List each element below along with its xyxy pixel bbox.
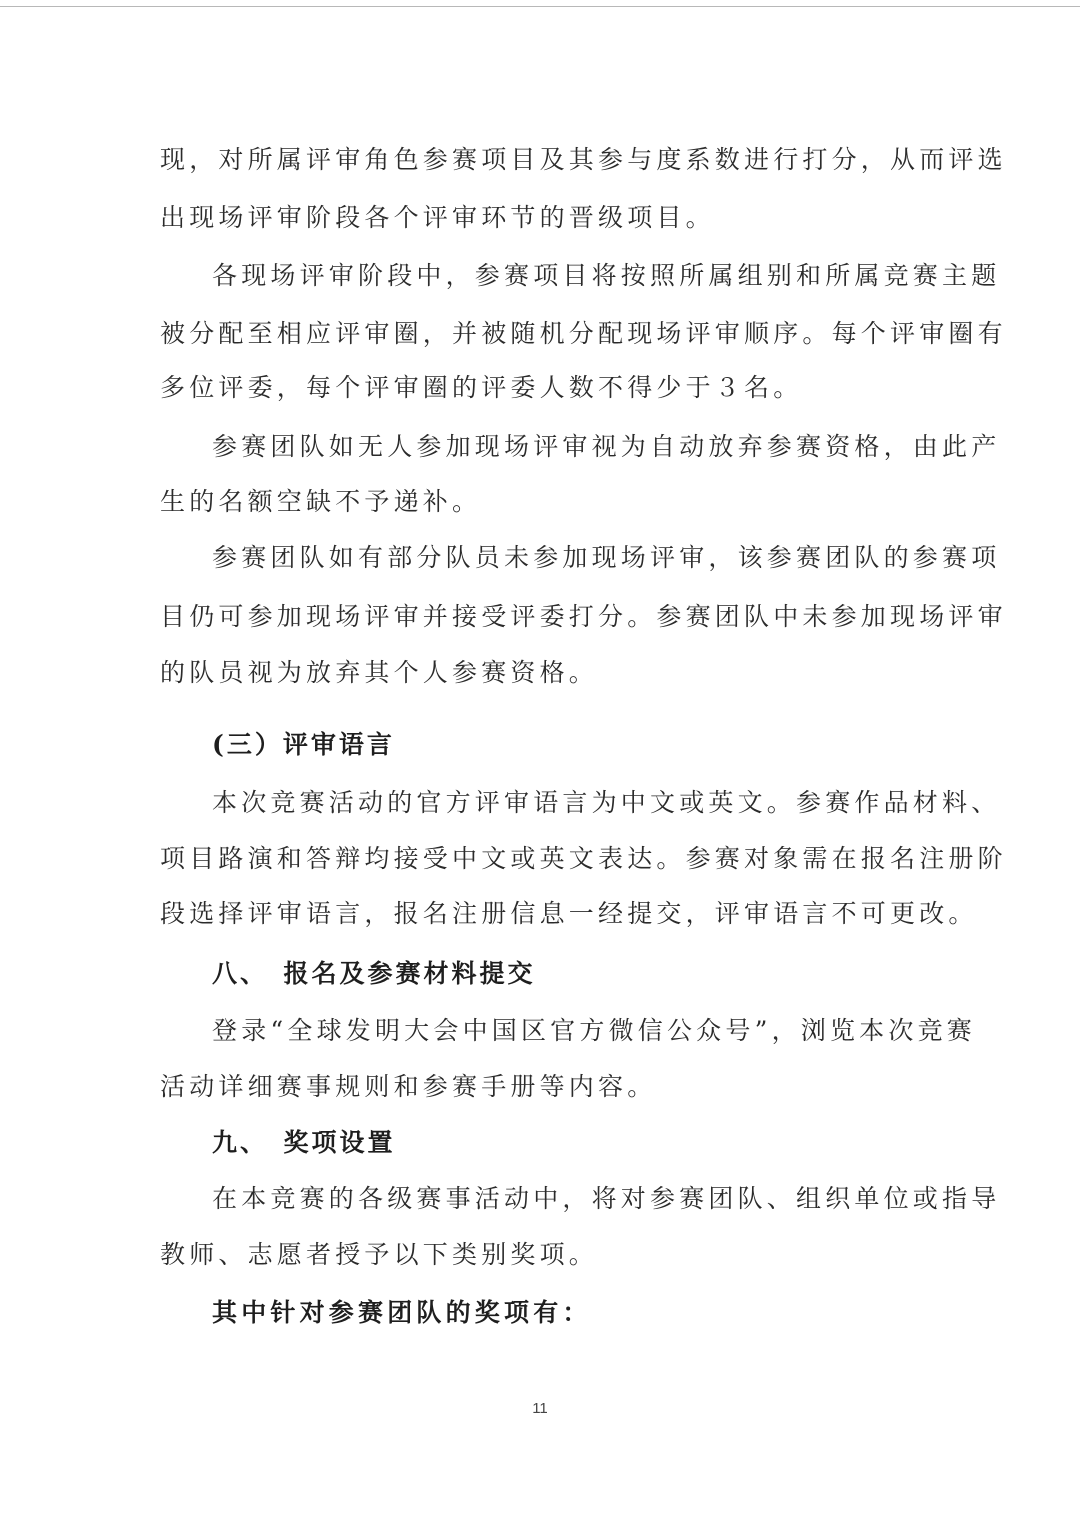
paragraph-line: 被分配至相应评审圈，并被随机分配现场评审顺序。每个评审圈有 — [160, 319, 1007, 348]
page-number: 11 — [532, 1400, 548, 1417]
paragraph-line: 出现场评审阶段各个评审环节的晋级项目。 — [160, 203, 715, 232]
paragraph-line: 现，对所属评审角色参赛项目及其参与度系数进行打分，从而评选 — [160, 145, 1007, 174]
paragraph-line: 登录“全球发明大会中国区官方微信公众号”，浏览本次竞赛 — [212, 1016, 976, 1045]
paragraph-line: 段选择评审语言，报名注册信息一经提交，评审语言不可更改。 — [160, 899, 978, 928]
paragraph-line: 参赛团队如有部分队员未参加现场评审，该参赛团队的参赛项 — [212, 543, 1001, 572]
paragraph-line: 多位评委，每个评审圈的评委人数不得少于３名。 — [160, 373, 803, 402]
paragraph-line: 目仍可参加现场评审并接受评委打分。参赛团队中未参加现场评审 — [160, 602, 1007, 631]
page-top-border — [0, 6, 1080, 7]
paragraph-line: 参赛团队如无人参加现场评审视为自动放弃参赛资格，由此产 — [212, 432, 1001, 461]
paragraph-line: 教师、志愿者授予以下类别奖项。 — [160, 1240, 599, 1269]
awards-intro-text: 其中针对参赛团队的奖项有： — [212, 1298, 592, 1327]
paragraph-line: 项目路演和答辩均接受中文或英文表达。参赛对象需在报名注册阶 — [160, 844, 1007, 873]
paragraph-line: 本次竞赛活动的官方评审语言为中文或英文。参赛作品材料、 — [212, 788, 1001, 817]
paragraph-line: 生的名额空缺不予递补。 — [160, 487, 482, 516]
paragraph-line: 活动详细赛事规则和参赛手册等内容。 — [160, 1072, 657, 1101]
paragraph-line: 各现场评审阶段中，参赛项目将按照所属组别和所属竞赛主题 — [212, 261, 1001, 290]
paragraph-line: 在本竞赛的各级赛事活动中，将对参赛团队、组织单位或指导 — [212, 1184, 1001, 1213]
section-heading-registration: 八、 报名及参赛材料提交 — [212, 959, 536, 988]
paragraph-line: 的队员视为放弃其个人参赛资格。 — [160, 658, 599, 687]
section-heading-awards: 九、 奖项设置 — [212, 1128, 396, 1157]
section-heading-review-language: (三）评审语言 — [212, 730, 395, 759]
